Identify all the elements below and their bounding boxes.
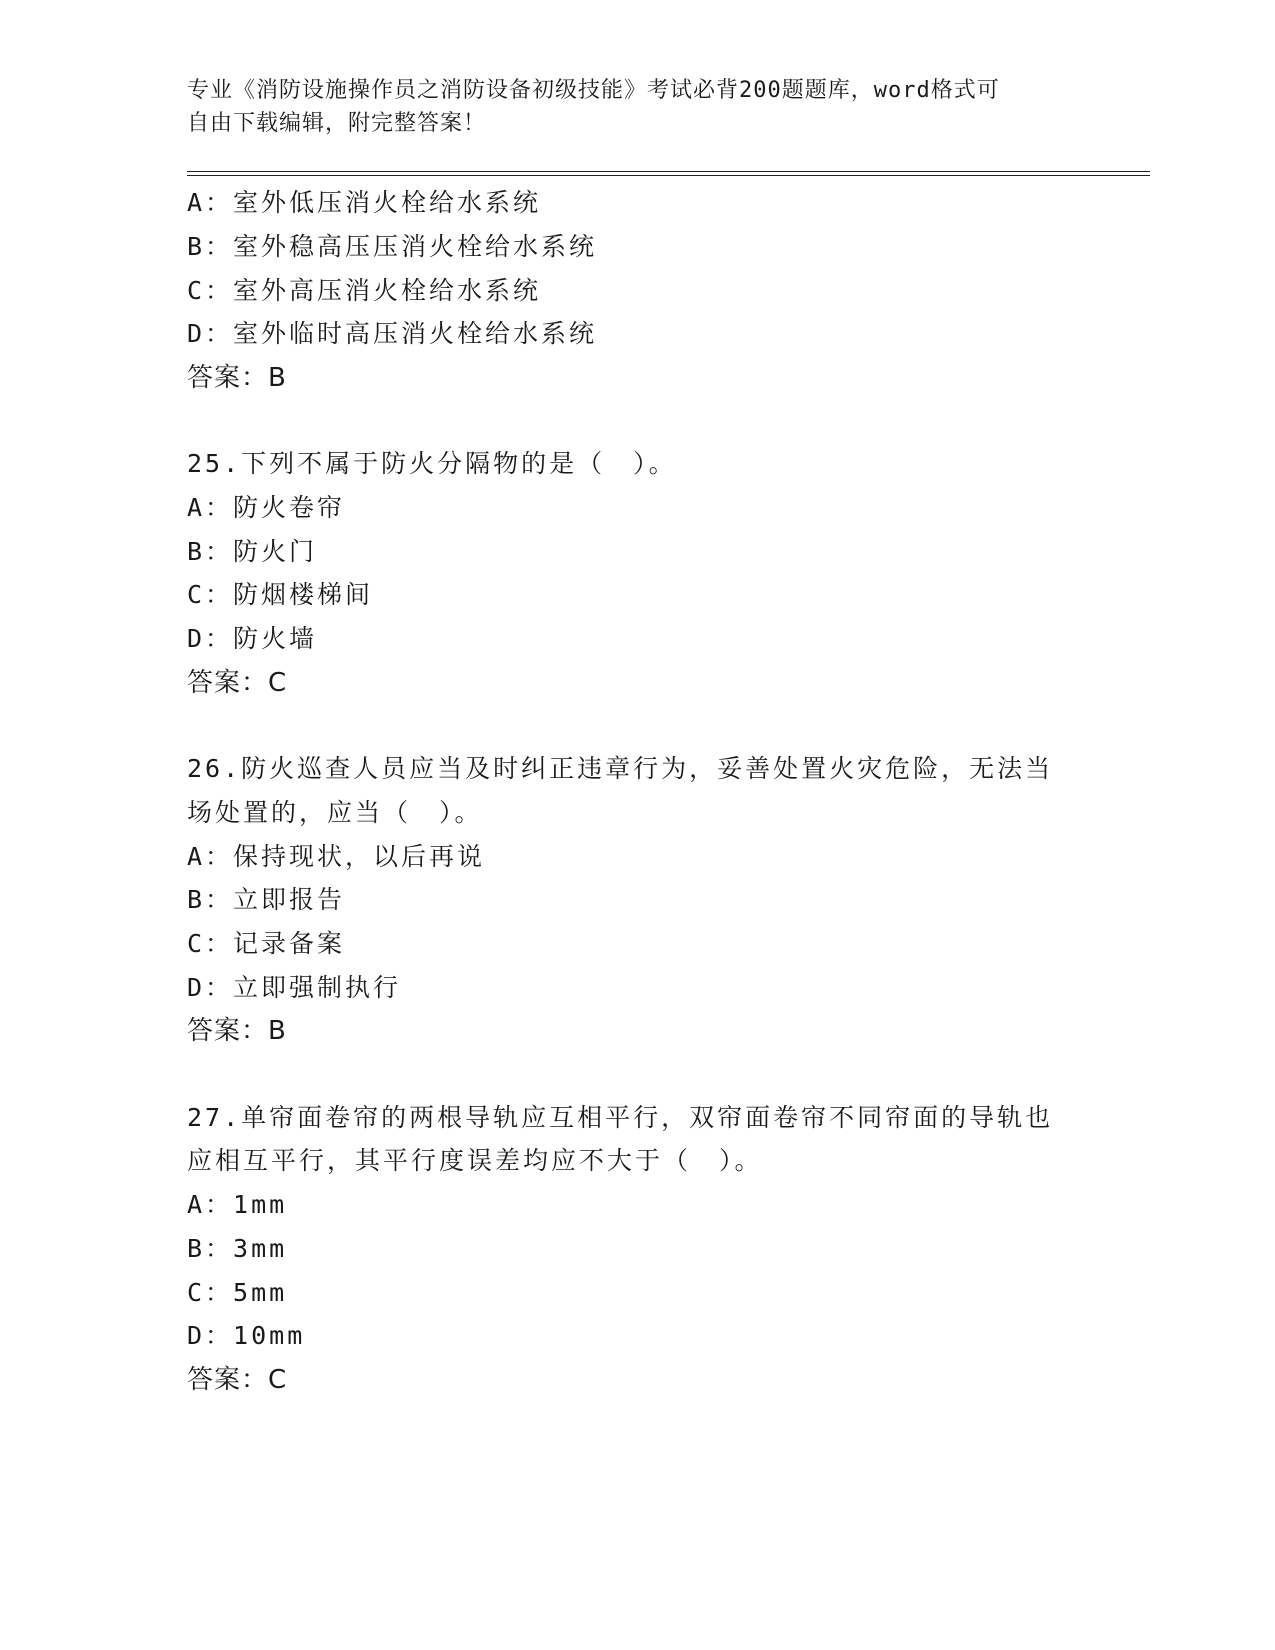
q26-option-b: B：立即报告 xyxy=(187,885,346,914)
q27-option-d: D：10mm xyxy=(187,1321,306,1350)
q24-option-a: A：室外低压消火栓给水系统 xyxy=(187,188,542,217)
q27-answer: 答案：C xyxy=(187,1365,288,1395)
header-rule-bottom xyxy=(187,175,1150,176)
q26-stem-line-2: 场处置的，应当（ ）。 xyxy=(187,798,483,827)
q26-option-d: D：立即强制执行 xyxy=(187,973,402,1002)
q24-option-b: B：室外稳高压压消火栓给水系统 xyxy=(187,232,598,261)
q25-option-c: C：防烟楼梯间 xyxy=(187,580,374,609)
q24-option-c: C：室外高压消火栓给水系统 xyxy=(187,276,542,305)
q24-answer: 答案：B xyxy=(187,363,287,393)
document-header xyxy=(187,74,1067,140)
q25-stem: 25.下列不属于防火分隔物的是（ ）。 xyxy=(187,449,677,478)
header-rule-top xyxy=(187,171,1150,172)
q27-stem-line-1: 27.单帘面卷帘的两根导轨应互相平行，双帘面卷帘不同帘面的导轨也 xyxy=(187,1103,1054,1132)
q25-option-b: B：防火门 xyxy=(187,537,318,566)
q25-answer: 答案：C xyxy=(187,668,288,698)
header-line-2: 自由下载编辑，附完整答案！ xyxy=(187,111,487,136)
header-line-1: 专业《消防设施操作员之消防设备初级技能》考试必背200题题库，word格式可 xyxy=(187,78,1000,103)
q26-stem-line-1: 26.防火巡查人员应当及时纠正违章行为，妥善处置火灾危险，无法当 xyxy=(187,754,1054,783)
q27-option-c: C：5mm xyxy=(187,1278,288,1307)
q27-stem-line-2: 应相互平行，其平行度误差均应不大于（ ）。 xyxy=(187,1146,763,1175)
q25-option-d: D：防火墙 xyxy=(187,624,318,653)
q26-answer: 答案：B xyxy=(187,1016,287,1046)
q27-option-b: B：3mm xyxy=(187,1234,288,1263)
q26-option-a: A：保持现状，以后再说 xyxy=(187,842,486,871)
q24-option-d: D：室外临时高压消火栓给水系统 xyxy=(187,319,598,348)
q27-option-a: A：1mm xyxy=(187,1190,288,1219)
q26-option-c: C：记录备案 xyxy=(187,929,346,958)
q25-option-a: A：防火卷帘 xyxy=(187,493,346,522)
